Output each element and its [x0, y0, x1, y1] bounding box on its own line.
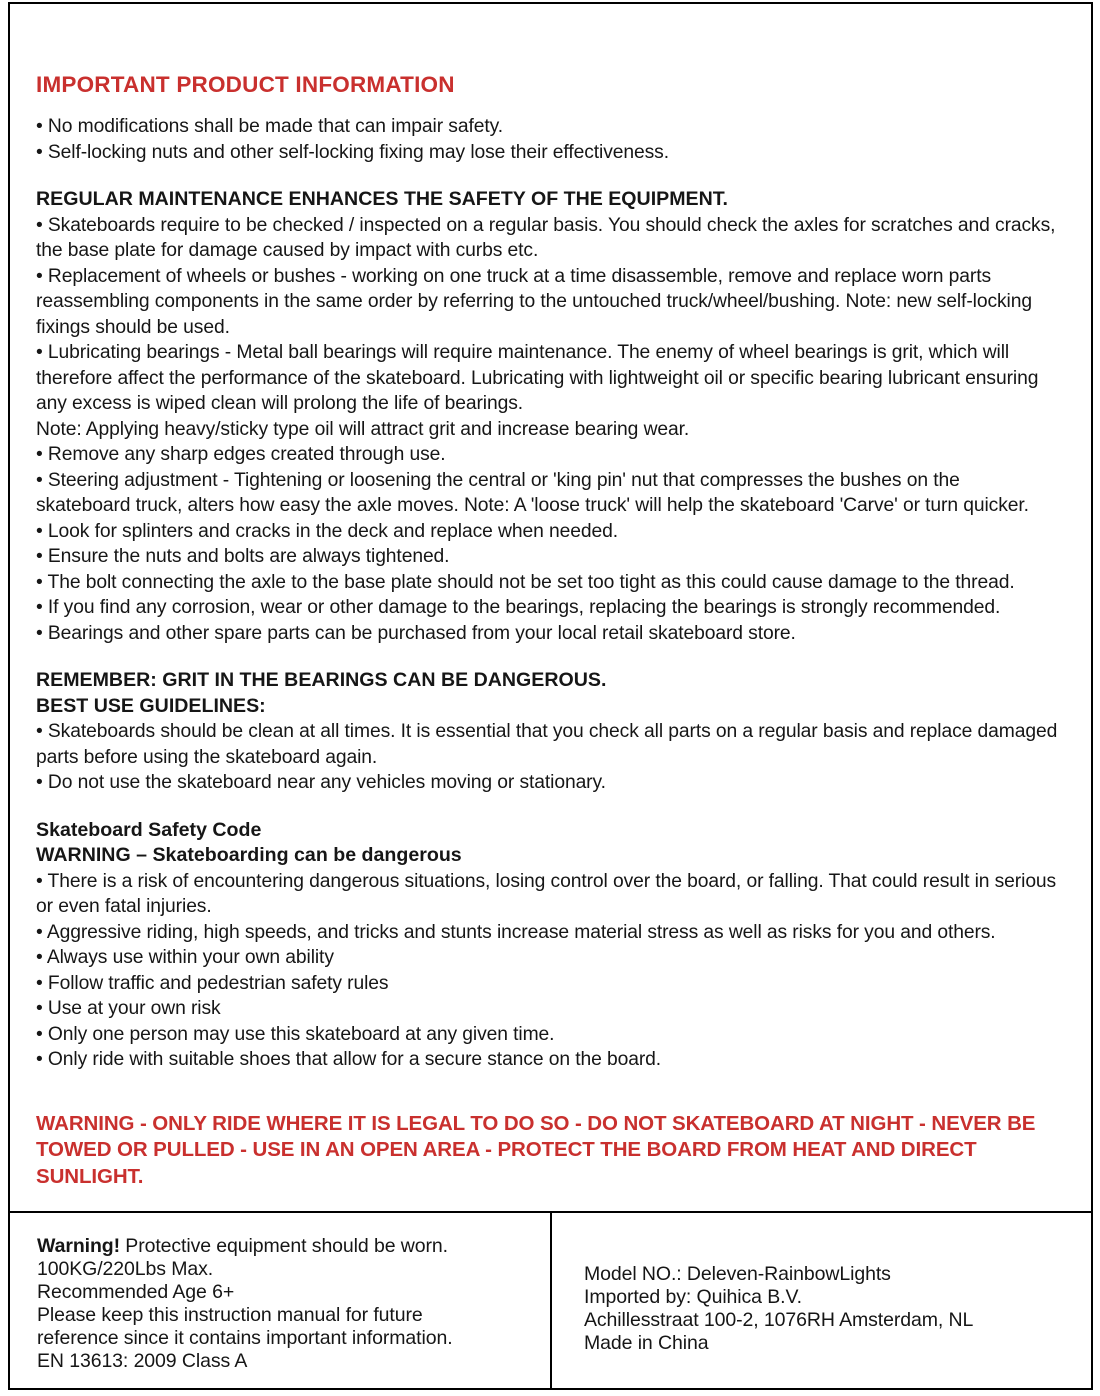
footer-recommended-age: Recommended Age 6+ — [37, 1281, 235, 1303]
bullet-item: • Skateboards require to be checked / inspected on a regular basis. You should check the axles for scratches and cracks, the base plate for damage caused by impact with curbs etc. — [36, 214, 1056, 261]
bullet-item: • If you find any corrosion, wear or other damage to the bearings, replacing the bearings is strongly recommended. — [36, 597, 1001, 618]
page-title: IMPORTANT PRODUCT INFORMATION — [36, 72, 455, 97]
safety-warning-heading: WARNING – Skateboarding can be dangerous — [36, 844, 462, 866]
bullet-item: • Remove any sharp edges created through use. — [36, 444, 446, 465]
bullet-item: • Look for splinters and cracks in the deck and replace when needed. — [36, 520, 618, 542]
main-content — [10, 4, 1091, 1211]
bullet-item: • Steering adjustment - Tightening or loosening the central or 'king pin' nut that compresses the bushes on the skateboard truck, alters how easy the axle moves. Note: A 'loose truck' will help the skateboard 'Carve' or turn quicker. — [36, 469, 1029, 516]
footer-imported-by: Imported by: Quihica B.V. — [584, 1286, 802, 1308]
footer-standard: EN 13613: 2009 Class A — [37, 1350, 248, 1372]
footer-address: Achillesstraat 100-2, 1076RH Amsterdam, NL — [584, 1309, 974, 1331]
bullet-item: • Only ride with suitable shoes that allow for a secure stance on the board. — [36, 1049, 662, 1070]
bullet-item: • Lubricating bearings - Metal ball bearings will require maintenance. The enemy of wheel bearings is grit, which will therefore affect the performance of the skateboard. Lubricating with lightweight oil or specific bearing lubricant ensuring any excess is wiped clean will prolong the life of bearings. — [36, 342, 1039, 414]
footer-made-in: Made in China — [584, 1332, 709, 1354]
footer-warning-line — [37, 1235, 482, 1258]
bullet-item: • The bolt connecting the axle to the base plate should not be set too tight as this could cause damage to the thread. — [36, 571, 1015, 593]
bullet-item: • Only one person may use this skateboard at any given time. — [36, 1023, 555, 1045]
bullet-item: • Always use within your own ability — [36, 947, 334, 968]
bullet-item: • No modifications shall be made that can impair safety. — [36, 116, 503, 137]
footer-section — [10, 1211, 1091, 1388]
red-warning-text: WARNING - ONLY RIDE WHERE IT IS LEGAL TO DO SO - DO NOT SKATEBOARD AT NIGHT - NEVER BE TOWED OR PULLED - USE IN AN OPEN AREA - PROTECT THE BOARD FROM HEAT AND DIRECT SUNLIGHT. — [36, 1111, 1036, 1188]
note-line: Note: Applying heavy/sticky type oil will attract grit and increase bearing wear. — [36, 418, 690, 440]
bullet-item: • Bearings and other spare parts can be purchased from your local retail skateboard store. — [36, 622, 796, 644]
safety-code-heading: Skateboard Safety Code — [36, 818, 262, 841]
bullet-item: • Aggressive riding, high speeds, and tricks and stunts increase material stress as well as risks for you and others. — [36, 921, 996, 943]
document-page — [8, 2, 1093, 1390]
maintenance-heading: REGULAR MAINTENANCE ENHANCES THE SAFETY OF THE EQUIPMENT. — [36, 188, 728, 210]
footer-warning-label: Warning! — [37, 1235, 120, 1257]
footer-keep-manual: Please keep this instruction manual for future reference since it contains important information. — [37, 1304, 453, 1349]
bullet-item: • There is a risk of encountering dangerous situations, losing control over the board, or falling. That could result in serious or even fatal injuries. — [36, 870, 1057, 917]
footer-warning-rest: Protective equipment should be worn. — [119, 1235, 448, 1257]
remember-heading: REMEMBER: GRIT IN THE BEARINGS CAN BE DANGEROUS. — [36, 669, 607, 691]
bullet-item: • Replacement of wheels or bushes - working on one truck at a time disassemble, remove and replace worn parts reassembling components in the same order by referring to the untouched truck/wheel/bushing. Note: new self-locking fixings should be used. — [36, 265, 1032, 338]
bullet-item: • Ensure the nuts and bolts are always tightened. — [36, 546, 450, 567]
bullet-item: • Self-locking nuts and other self-locking fixing may lose their effectiveness. — [36, 141, 669, 163]
bullet-item: • Use at your own risk — [36, 998, 221, 1019]
footer-model-no: Model NO.: Deleven-RainbowLights — [584, 1263, 891, 1285]
bullet-item: • Do not use the skateboard near any vehicles moving or stationary. — [36, 772, 606, 793]
footer-warning-box — [10, 1213, 552, 1388]
bullet-item: • Follow traffic and pedestrian safety rules — [36, 972, 389, 994]
bullet-item: • Skateboards should be clean at all times. It is essential that you check all parts on a regular basis and replace damaged parts before using the skateboard again. — [36, 721, 1058, 768]
guidelines-heading: BEST USE GUIDELINES: — [36, 694, 266, 717]
footer-model-box — [552, 1213, 1091, 1388]
footer-max-weight: 100KG/220Lbs Max. — [37, 1258, 214, 1280]
